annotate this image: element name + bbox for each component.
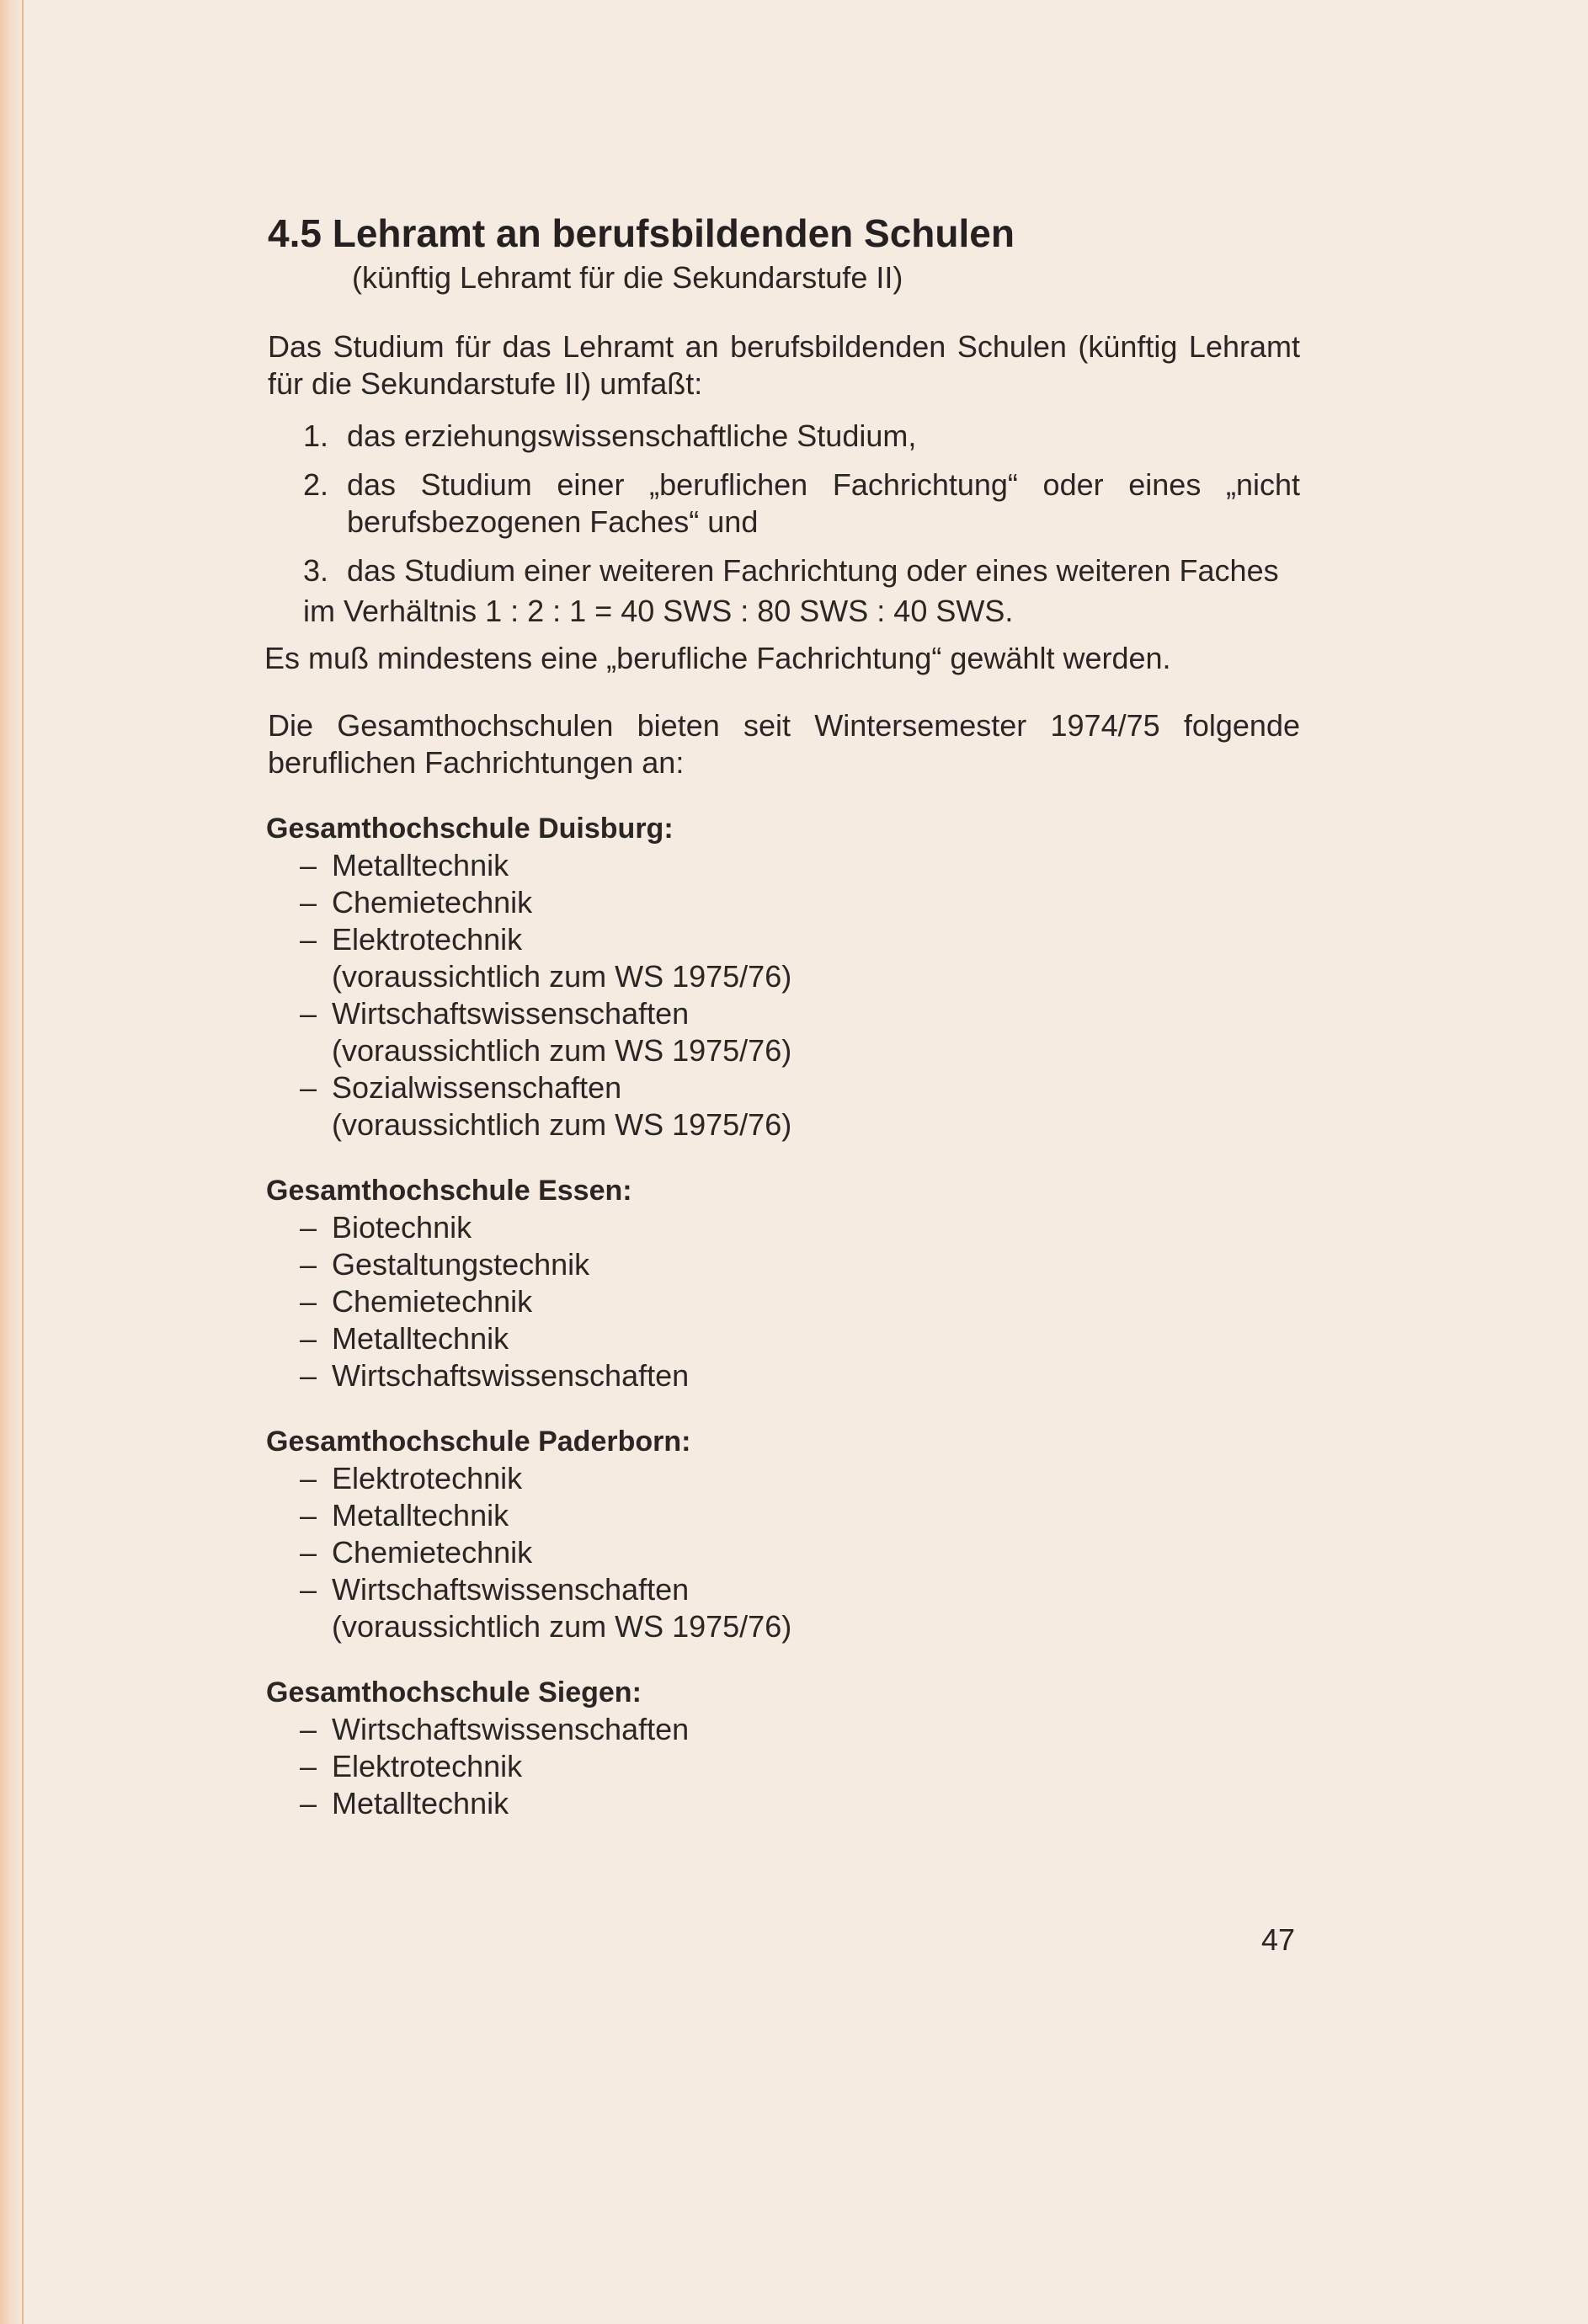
school-title: Gesamthochschule Duisburg:	[266, 812, 674, 845]
subject-item: – Wirtschaftswissenschaften	[300, 1357, 1300, 1394]
school-title: Gesamthochschule Siegen:	[266, 1676, 642, 1708]
school-block-paderborn	[268, 1423, 1300, 1645]
page-binding-line	[22, 0, 24, 2324]
subject-item: – Metalltechnik	[300, 1785, 1300, 1822]
study-ratio: im Verhältnis 1 : 2 : 1 = 40 SWS : 80 SWS : 40 SWS.	[303, 593, 1014, 628]
subject-item: – Wirtschaftswissenschaften	[300, 1571, 1300, 1608]
subject-item: – Metalltechnik	[300, 1320, 1300, 1357]
study-part-item	[268, 552, 1300, 589]
page-number: 47	[1261, 1922, 1296, 1957]
subject-note: (voraussichtlich zum WS 1975/76)	[332, 1032, 792, 1068]
subject-item: – Chemietechnik	[300, 1283, 1300, 1320]
study-part-text: das erziehungswissenschaftliche Studium,	[347, 418, 917, 453]
study-part-text: das Studium einer weiteren Fachrichtung oder eines weiteren Faches	[347, 552, 1279, 588]
subject-item: – Wirtschaftswissenschaften	[300, 1711, 1300, 1748]
school-title: Gesamthochschule Essen:	[266, 1174, 632, 1207]
subject-item: – Wirtschaftswissenschaften	[300, 995, 1300, 1032]
subject-item: – Metalltechnik	[300, 847, 1300, 884]
subject-item: – Elektrotechnik	[300, 1460, 1300, 1497]
offer-paragraph: Die Gesamthochschulen bieten seit Wintersemester 1974/75 folgende beruflichen Fachrichtungen an:	[268, 707, 1300, 780]
study-part-number: 3.	[303, 552, 329, 588]
subject-note: (voraussichtlich zum WS 1975/76)	[332, 1608, 792, 1644]
school-block-siegen	[268, 1674, 1300, 1822]
subject-list	[268, 1711, 1300, 1822]
subject-item: – Chemietechnik	[300, 1534, 1300, 1571]
school-title: Gesamthochschule Paderborn:	[266, 1425, 691, 1458]
page-content	[264, 211, 1300, 1822]
subject-item: – Sozialwissenschaften	[300, 1069, 1300, 1106]
intro-paragraph: Das Studium für das Lehramt an berufsbildenden Schulen (künftig Lehramt für die Sekundarstufe II) umfaßt:	[268, 328, 1300, 401]
school-block-essen	[268, 1172, 1300, 1394]
study-part-text: das Studium einer „beruflichen Fachrichtung“ oder eines „nicht berufsbezogenen Faches“ und	[347, 466, 1300, 539]
section-heading: 4.5 Lehramt an berufsbildenden Schulen	[268, 211, 1015, 255]
subject-item: – Elektrotechnik	[300, 1748, 1300, 1785]
subject-note: (voraussichtlich zum WS 1975/76)	[332, 958, 792, 994]
study-parts-list	[268, 418, 1300, 589]
subject-item: – Gestaltungstechnik	[300, 1246, 1300, 1283]
section-subheading: (künftig Lehramt für die Sekundarstufe II)	[352, 260, 903, 296]
requirement-sentence: Es muß mindestens eine „berufliche Fachrichtung“ gewählt werden.	[264, 640, 1171, 675]
study-part-item	[268, 418, 1300, 455]
subject-note: (voraussichtlich zum WS 1975/76)	[332, 1106, 792, 1142]
subject-item: – Chemietechnik	[300, 884, 1300, 921]
subject-list	[268, 1209, 1300, 1394]
study-part-item	[268, 466, 1300, 541]
school-block-duisburg	[268, 810, 1300, 1143]
subject-item: – Biotechnik	[300, 1209, 1300, 1246]
subject-list	[268, 847, 1300, 1143]
subject-item: – Elektrotechnik	[300, 921, 1300, 958]
subject-list	[268, 1460, 1300, 1645]
study-part-number: 1.	[303, 418, 329, 453]
subject-item: – Metalltechnik	[300, 1497, 1300, 1534]
study-part-number: 2.	[303, 466, 329, 502]
